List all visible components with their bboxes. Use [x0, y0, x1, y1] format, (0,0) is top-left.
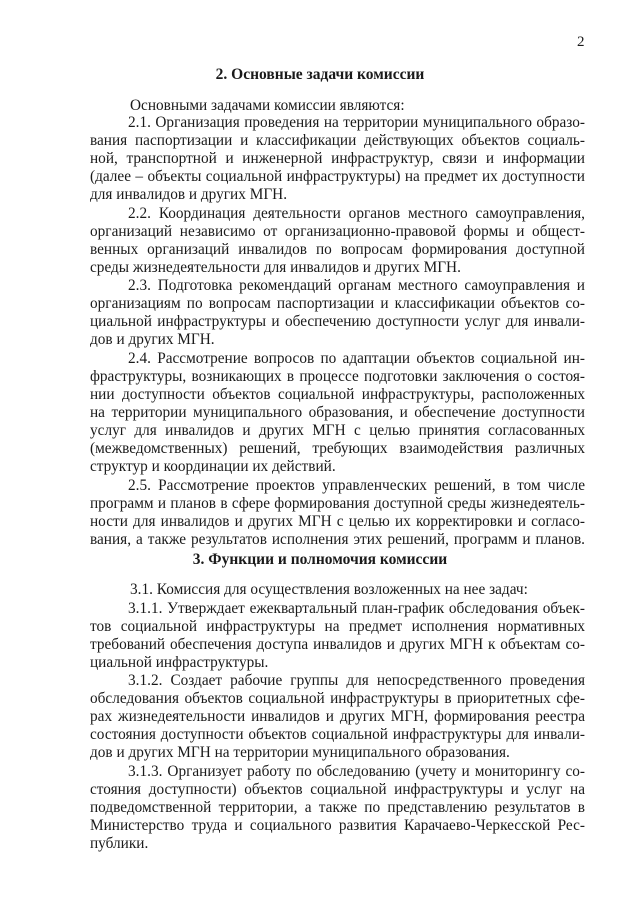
text-line: тов социальной инфраструктуры на предмет исполнения нормативных — [90, 619, 585, 635]
text-line: ности для инвалидов и других МГН с целью их корректировки и согласо- — [90, 514, 585, 530]
text-line: 3.1.3. Организует работу по обследованию (учету и мониторингу со- — [128, 764, 585, 780]
text-line: организаций независимо от организационно-правовой формы и общест- — [90, 224, 585, 240]
text-line: 3.1. Комиссия для осуществления возложенных на нее задач: — [130, 582, 528, 598]
text-line: среды жизнедеятельности для инвалидов и других МГН. — [90, 260, 461, 276]
text-line: структур и координации их действий. — [90, 459, 336, 475]
text-line: циальной инфраструктуры и обеспечению доступности услуг для инвали- — [90, 314, 585, 330]
text-line: (далее – объекты социальной инфраструктуры) на предмет их доступности — [90, 169, 585, 185]
text-line: дов и других МГН на территории муниципального образования. — [90, 745, 510, 761]
text-line: подведомственной территории, а также по представлению результатов в — [90, 800, 585, 816]
section-3-title: 3. Функции и полномочия комиссии — [192, 551, 448, 568]
text-line: ной, транспортной и инженерной инфраструктур, связи и информации — [90, 151, 585, 167]
text-line: обследования объектов социальной инфраструктуры в приоритетных сфе- — [90, 691, 585, 707]
text-line: публики. — [90, 836, 149, 852]
section-2-title: 2. Основные задачи комиссии — [215, 66, 425, 83]
text-line: нии доступности объектов социальной инфраструктуры, расположенных — [90, 387, 585, 403]
text-line: 3.1.2. Создает рабочие группы для непосредственного проведения — [128, 673, 585, 689]
text-line: 2.1. Организация проведения на территории муниципального образо- — [128, 115, 585, 131]
text-line: вания, а также результатов исполнения этих решений, программ и планов. — [90, 532, 585, 548]
text-line: вания паспортизации и классификации действующих объектов социаль- — [90, 133, 585, 149]
text-line: на территории муниципального образования, и обеспечение доступности — [90, 405, 585, 421]
text-line: 2.2. Координация деятельности органов местного самоуправления, — [128, 206, 585, 222]
text-line: для инвалидов и других МГН. — [90, 187, 288, 203]
text-line: состояния доступности объектов социальной инфраструктуры для инвали- — [90, 727, 585, 743]
text-line: рах жизнедеятельности инвалидов и других МГН, формирования реестра — [90, 709, 585, 725]
text-line: программ и планов в сфере формирования доступной среды жизнедеятель- — [90, 496, 585, 512]
text-line: требований обеспечения доступа инвалидов и других МГН к объектам со- — [90, 637, 585, 653]
text-line: 3.1.1. Утверждает ежеквартальный план-график обследования объек- — [128, 601, 585, 617]
text-line: фраструктуры, возникающих в процессе подготовки заключения о состоя- — [90, 369, 585, 385]
text-line: (межведомственных) решений, требующих взаимодействия различных — [90, 441, 585, 457]
text-line: организациям по вопросам паспортизации и классификации объектов со- — [90, 296, 585, 312]
text-line: Основными задачами комиссии являются: — [130, 98, 405, 114]
text-line: дов и других МГН. — [90, 332, 215, 348]
text-line: 2.5. Рассмотрение проектов управленческих решений, в том числе — [128, 478, 585, 494]
text-line: Министерство труда и социального развития Карачаево-Черкесской Рес- — [90, 818, 585, 834]
text-line: 2.4. Рассмотрение вопросов по адаптации объектов социальной ин- — [128, 351, 585, 367]
text-line: стояния доступности) объектов социальной инфраструктуры и услуг на — [90, 782, 585, 798]
text-line: циальной инфраструктуры. — [90, 655, 269, 671]
text-line: услуг для инвалидов и других МГН с целью принятия согласованных — [90, 423, 585, 439]
page-number: 2 — [577, 34, 585, 50]
text-line: венных организаций инвалидов по вопросам формирования доступной — [90, 242, 585, 258]
text-line: 2.3. Подготовка рекомендаций органам местного самоуправления и — [128, 278, 585, 294]
